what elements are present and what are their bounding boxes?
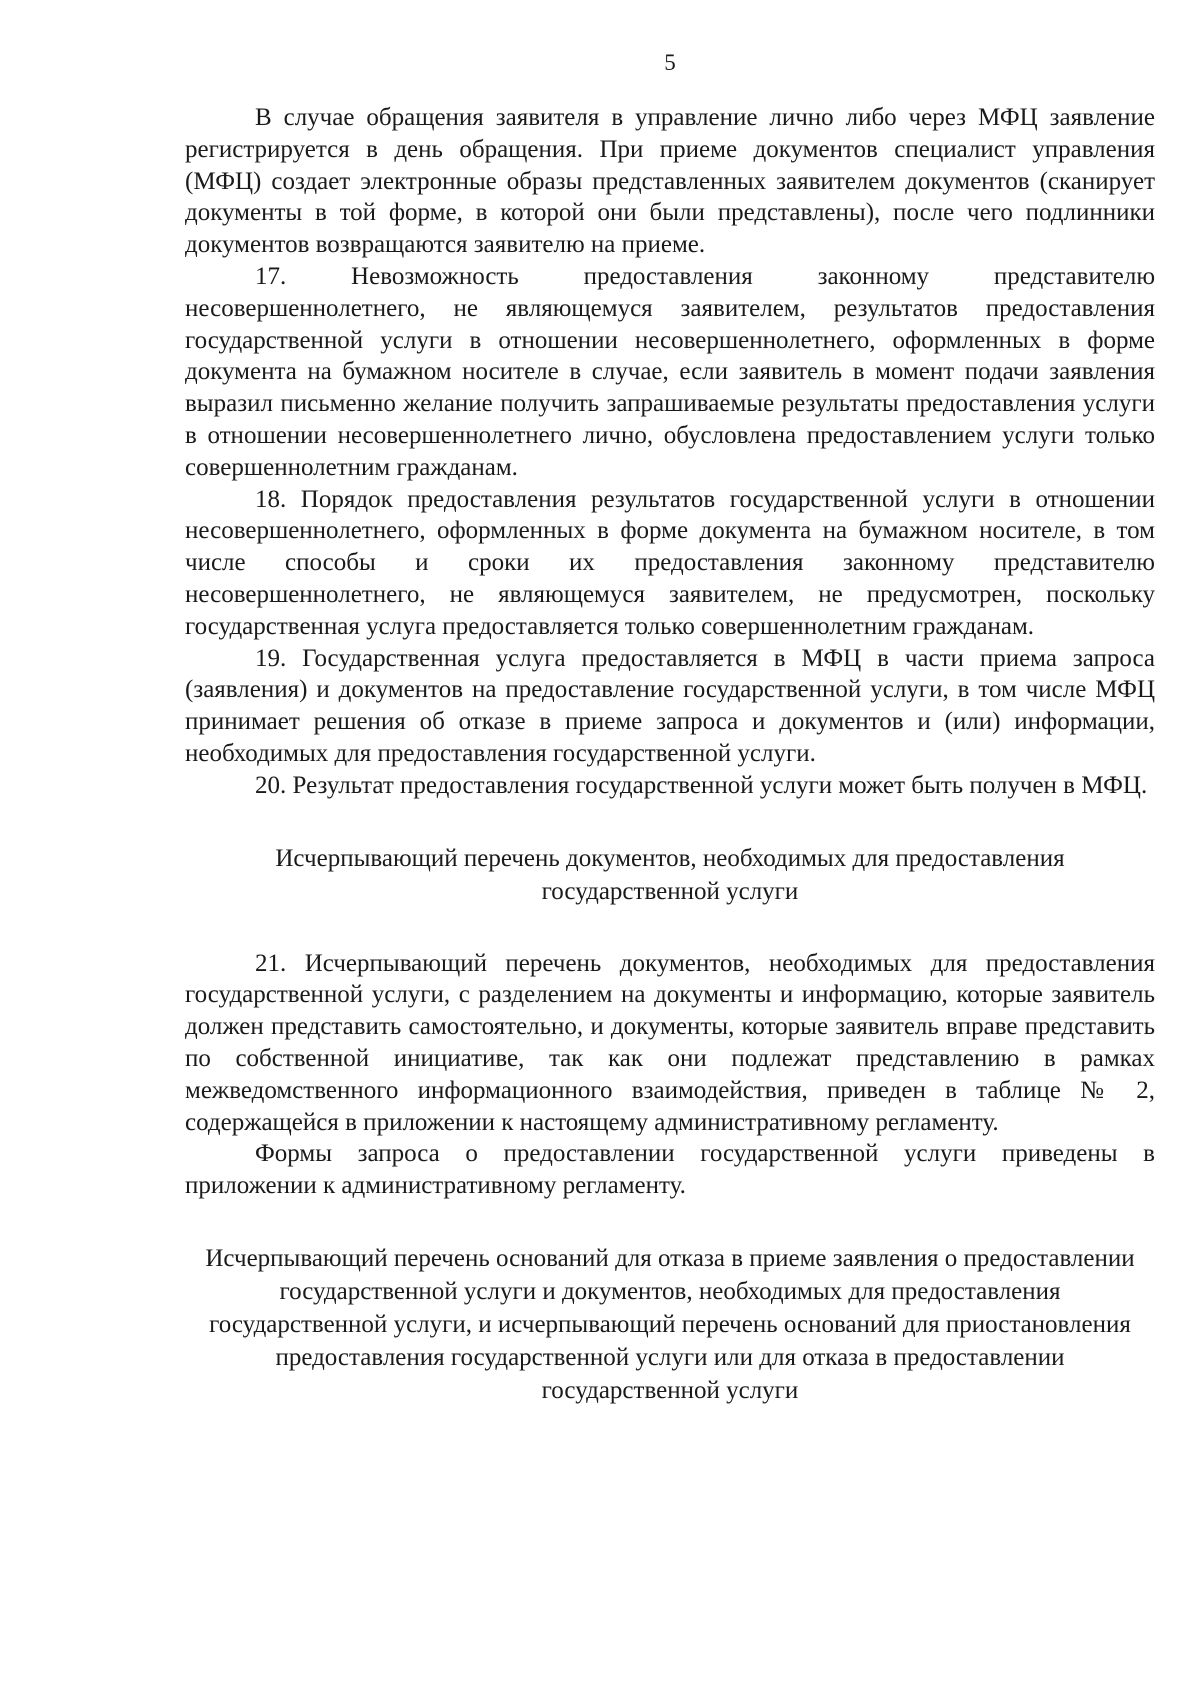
paragraph-18: 18. Порядок предоставления результатов государственной услуги в отношении несовершеннолетнего, оформленных в форме документа на бумажном носителе, в том числе способы и сроки их предоставления законному представителю несовершеннолетнего, не являющемуся заявителем, не предусмотрен, поскольку государственная услуга предоставляется только совершеннолетним гражданам. — [185, 485, 1155, 640]
paragraph-19: 19. Государственная услуга предоставляется в МФЦ в части приема запроса (заявления) и документов на предоставление государственной услуги, в том числе МФЦ принимает решения об отказе в приеме запроса и документов и (или) информации, необходимых для предоставления государственной услуги. — [185, 644, 1155, 767]
section-gap — [185, 1202, 1155, 1242]
paragraph-17: 17. Невозможность предоставления законному представителю несовершеннолетнего, не являющемуся заявителем, результатов предоставления государственной услуги в отношении несовершеннолетнего, оформленных в форме документа на бумажном носителе в случае, если заявитель в момент подачи заявления выразил письменно желание получить запрашиваемые результаты предоставления услуги в отношении несовершеннолетнего лично, обусловлена предоставлением услуги только совершеннолетним гражданам. — [185, 262, 1155, 481]
document-page — [185, 40, 1155, 1407]
paragraph-forms: Формы запроса о предоставлении государственной услуги приведены в приложении к административному регламенту. — [185, 1140, 1155, 1200]
section-gap — [185, 802, 1155, 842]
section-heading-refusal-grounds: Исчерпывающий перечень оснований для отказа в приеме заявления о предоставлении государственной услуги и документов, необходимых для предоставления государственной услуги, и исчерпывающий перечень оснований для приостановления предоставления государственной услуги или для отказа в предоставлении государственной услуги — [205, 1244, 1135, 1404]
paragraph-21: 21. Исчерпывающий перечень документов, необходимых для предоставления государственной услуги, с разделением на документы и информацию, которые заявитель должен представить самостоятельно, и документы, которые заявитель вправе представить по собственной инициативе, так как они подлежат представлению в рамках межведомственного информационного взаимодействия, приведен в таблице № 2, содержащейся в приложении к настоящему административному регламенту. — [185, 949, 1155, 1136]
paragraph-registration: В случае обращения заявителя в управление лично либо через МФЦ заявление регистрируется в день обращения. При приеме документов специалист управления (МФЦ) создает электронные образы представленных заявителем документов (сканирует документы в той форме, в которой они были представлены), после чего подлинники документов возвращаются заявителю на приеме. — [185, 104, 1155, 259]
section-gap — [185, 908, 1155, 948]
section-heading-documents: Исчерпывающий перечень документов, необходимых для предоставления государственной услуги — [275, 844, 1065, 905]
paragraph-20: 20. Результат предоставления государственной услуги может быть получен в МФЦ. — [255, 771, 1148, 799]
page-number: 5 — [664, 50, 676, 75]
